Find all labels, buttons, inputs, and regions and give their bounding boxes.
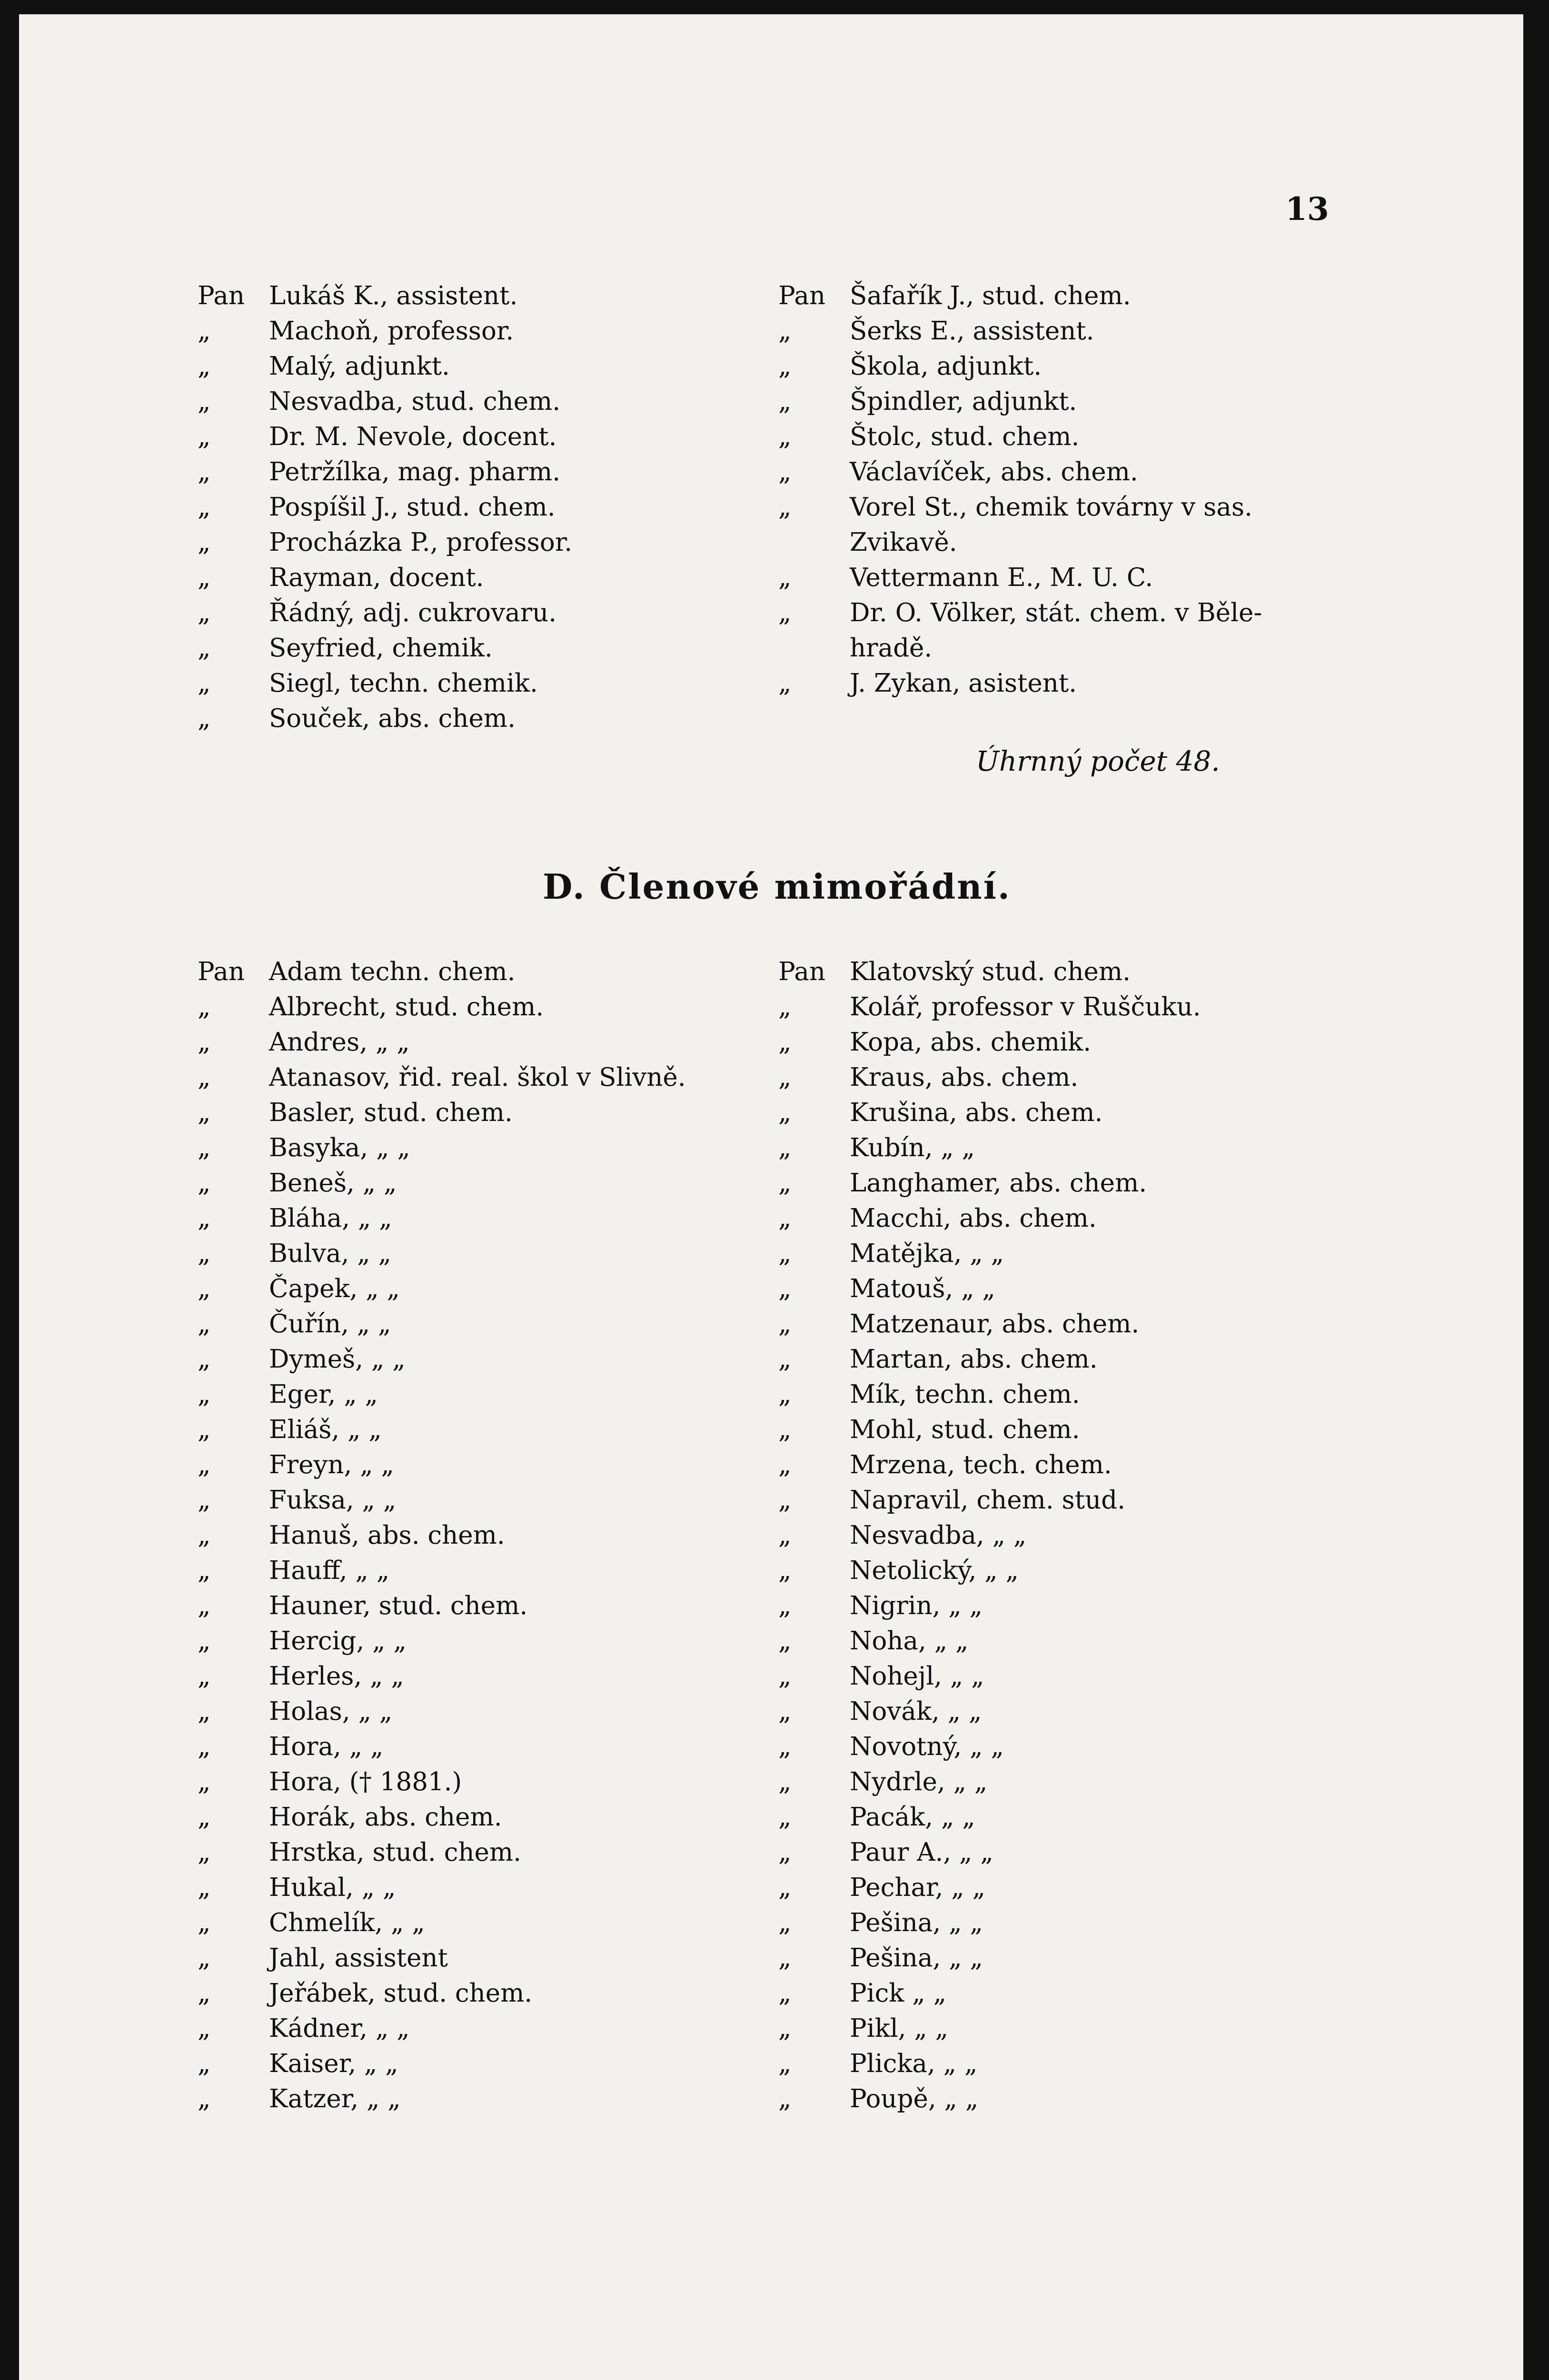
entry-name: Nydrle, „ „ bbox=[850, 1767, 988, 1796]
list-item bbox=[198, 1588, 793, 1624]
entry-prefix: „ bbox=[198, 1908, 211, 1937]
entry-prefix: „ bbox=[778, 1486, 792, 1515]
list-item bbox=[778, 1342, 1373, 1377]
entry-name: Čapek, „ „ bbox=[269, 1274, 400, 1303]
list-item bbox=[778, 1236, 1373, 1271]
list-item bbox=[778, 1765, 1373, 1800]
entry-name: Pospíšil J., stud. chem. bbox=[269, 493, 556, 522]
entry-prefix: „ bbox=[198, 669, 211, 698]
list-item bbox=[778, 954, 1373, 990]
entry-prefix: „ bbox=[778, 1979, 792, 2008]
entry-prefix: „ bbox=[198, 1450, 211, 1479]
entry-name: Pikl, „ „ bbox=[850, 2014, 949, 2043]
list-item bbox=[778, 2046, 1373, 2082]
list-item bbox=[198, 490, 745, 525]
entry-name: Hrstka, stud. chem. bbox=[269, 1838, 521, 1867]
list-item bbox=[778, 1412, 1373, 1448]
entry-prefix: „ bbox=[778, 1133, 792, 1162]
entry-prefix: „ bbox=[198, 598, 211, 627]
list-item bbox=[198, 1553, 793, 1588]
section-heading: D. Členové mimořádní. bbox=[543, 866, 1011, 907]
entry-name: J. Zykan, asistent. bbox=[850, 669, 1077, 698]
entry-name: Nesvadba, stud. chem. bbox=[269, 387, 561, 416]
entry-name: Matouš, „ „ bbox=[850, 1274, 995, 1303]
entry-name: Eger, „ „ bbox=[269, 1380, 378, 1409]
entry-name: Atanasov, řid. real. škol v Slivně. bbox=[269, 1063, 686, 1092]
entry-prefix: „ bbox=[778, 992, 792, 1021]
entry-prefix: „ bbox=[778, 1309, 792, 1339]
entry-prefix: „ bbox=[198, 457, 211, 486]
entry-name: Petržílka, mag. pharm. bbox=[269, 457, 561, 486]
entry-name: Hukal, „ „ bbox=[269, 1873, 396, 1902]
entry-name: Krušina, abs. chem. bbox=[850, 1098, 1103, 1127]
list-item bbox=[198, 1870, 793, 1905]
list-item bbox=[198, 525, 745, 560]
entry-prefix: „ bbox=[778, 563, 792, 592]
entry-name: Nohejl, „ „ bbox=[850, 1662, 984, 1691]
entry-prefix: „ bbox=[198, 1873, 211, 1902]
entry-prefix: „ bbox=[198, 1309, 211, 1339]
list-item bbox=[778, 384, 1373, 419]
entry-prefix: „ bbox=[198, 317, 211, 346]
entry-prefix: „ bbox=[198, 1979, 211, 2008]
list-item bbox=[778, 1729, 1373, 1765]
list-item bbox=[198, 990, 793, 1025]
list-item bbox=[198, 595, 745, 631]
list-item bbox=[778, 1941, 1373, 1976]
entry-name: Pick „ „ bbox=[850, 1979, 947, 2008]
list-item bbox=[198, 1236, 793, 1271]
list-item bbox=[778, 1448, 1373, 1483]
list-item bbox=[778, 1624, 1373, 1659]
entry-prefix: „ bbox=[198, 1133, 211, 1162]
entry-name: Hora, († 1881.) bbox=[269, 1767, 462, 1796]
entry-prefix: „ bbox=[198, 387, 211, 416]
entry-prefix: „ bbox=[198, 1662, 211, 1691]
list-item bbox=[778, 490, 1373, 525]
entry-name: Adam techn. chem. bbox=[269, 957, 516, 986]
entry-name: Pešina, „ „ bbox=[850, 1944, 983, 1973]
entry-name: Malý, adjunkt. bbox=[269, 352, 450, 381]
entry-name: Beneš, „ „ bbox=[269, 1169, 397, 1198]
entry-name: Macchi, abs. chem. bbox=[850, 1204, 1097, 1233]
entry-continuation: hradě. bbox=[850, 634, 933, 663]
entry-name: Eliáš, „ „ bbox=[269, 1415, 382, 1444]
entry-prefix: „ bbox=[778, 493, 792, 522]
list-item bbox=[198, 1095, 793, 1130]
entry-prefix: „ bbox=[778, 1908, 792, 1937]
entry-prefix: „ bbox=[778, 1028, 792, 1057]
entry-name: Andres, „ „ bbox=[269, 1028, 410, 1057]
entry-prefix: Pan bbox=[778, 957, 826, 986]
entry-name: Kraus, abs. chem. bbox=[850, 1063, 1079, 1092]
entry-prefix: „ bbox=[778, 1803, 792, 1832]
entry-prefix: „ bbox=[198, 352, 211, 381]
list-item bbox=[198, 1729, 793, 1765]
entry-prefix: „ bbox=[198, 528, 211, 557]
entry-name: Hauff, „ „ bbox=[269, 1556, 390, 1585]
entry-name: Hauner, stud. chem. bbox=[269, 1591, 528, 1620]
entry-name: Rayman, docent. bbox=[269, 563, 484, 592]
entry-prefix: „ bbox=[778, 317, 792, 346]
list-item bbox=[778, 1694, 1373, 1729]
list-item bbox=[778, 2082, 1373, 2117]
entry-prefix: „ bbox=[198, 634, 211, 663]
document-page bbox=[19, 14, 1523, 2380]
entry-prefix: „ bbox=[198, 1415, 211, 1444]
entry-prefix: „ bbox=[198, 1697, 211, 1726]
entry-prefix: „ bbox=[198, 1028, 211, 1057]
entry-name: Kaiser, „ „ bbox=[269, 2049, 398, 2078]
list-item bbox=[198, 349, 745, 384]
entry-prefix: „ bbox=[778, 1591, 792, 1620]
entry-name: Pechar, „ „ bbox=[850, 1873, 986, 1902]
list-item bbox=[778, 1976, 1373, 2011]
page-number: 13 bbox=[1285, 190, 1329, 228]
list-item bbox=[198, 954, 793, 990]
list-item bbox=[778, 278, 1373, 314]
list-item bbox=[198, 278, 745, 314]
section-c-left-column bbox=[198, 278, 745, 736]
entry-name: Bláha, „ „ bbox=[269, 1204, 392, 1233]
entry-prefix: „ bbox=[778, 1697, 792, 1726]
entry-prefix: „ bbox=[198, 493, 211, 522]
list-item-continuation bbox=[778, 631, 1373, 666]
list-item bbox=[778, 419, 1373, 455]
list-item bbox=[198, 1025, 793, 1060]
list-item bbox=[778, 1483, 1373, 1518]
entry-name: Machoň, professor. bbox=[269, 317, 514, 346]
entry-prefix: „ bbox=[198, 992, 211, 1021]
entry-prefix: Pan bbox=[198, 281, 245, 310]
list-item bbox=[198, 1448, 793, 1483]
entry-prefix: „ bbox=[198, 1345, 211, 1374]
entry-prefix: „ bbox=[778, 1345, 792, 1374]
entry-prefix: „ bbox=[198, 2014, 211, 2043]
entry-prefix: „ bbox=[778, 387, 792, 416]
entry-prefix: „ bbox=[198, 1626, 211, 1656]
list-item bbox=[778, 1800, 1373, 1835]
entry-prefix: „ bbox=[778, 1944, 792, 1973]
list-item bbox=[198, 2082, 793, 2117]
entry-prefix: „ bbox=[778, 352, 792, 381]
list-item bbox=[198, 1377, 793, 1412]
entry-name: Jeřábek, stud. chem. bbox=[269, 1979, 533, 2008]
entry-prefix: Pan bbox=[778, 281, 826, 310]
list-item bbox=[778, 1201, 1373, 1236]
list-item bbox=[778, 666, 1373, 701]
entry-name: Hercig, „ „ bbox=[269, 1626, 407, 1656]
entry-prefix: Pan bbox=[198, 957, 245, 986]
entry-name: Martan, abs. chem. bbox=[850, 1345, 1098, 1374]
entry-name: Herles, „ „ bbox=[269, 1662, 404, 1691]
entry-prefix: „ bbox=[198, 2084, 211, 2113]
entry-name: Škola, adjunkt. bbox=[850, 352, 1042, 381]
list-item-continuation bbox=[778, 525, 1373, 560]
entry-prefix: „ bbox=[198, 1767, 211, 1796]
entry-name: Netolický, „ „ bbox=[850, 1556, 1019, 1585]
entry-prefix: „ bbox=[198, 563, 211, 592]
entry-prefix: „ bbox=[778, 1274, 792, 1303]
entry-name: Langhamer, abs. chem. bbox=[850, 1169, 1147, 1198]
entry-prefix: „ bbox=[198, 1838, 211, 1867]
list-item bbox=[778, 2011, 1373, 2046]
entry-prefix: „ bbox=[778, 1556, 792, 1585]
list-item bbox=[198, 1976, 793, 2011]
entry-prefix: „ bbox=[778, 2014, 792, 2043]
list-item bbox=[778, 1307, 1373, 1342]
entry-prefix: „ bbox=[778, 2084, 792, 2113]
entry-name: Řádný, adj. cukrovaru. bbox=[269, 598, 557, 627]
entry-prefix: „ bbox=[198, 1098, 211, 1127]
list-item bbox=[778, 595, 1373, 631]
list-item bbox=[778, 1659, 1373, 1694]
list-item bbox=[198, 1166, 793, 1201]
list-item bbox=[778, 1905, 1373, 1941]
list-item bbox=[198, 419, 745, 455]
entry-name: Souček, abs. chem. bbox=[269, 704, 516, 733]
list-item bbox=[778, 455, 1373, 490]
list-item bbox=[198, 560, 745, 595]
list-item bbox=[778, 1870, 1373, 1905]
entry-prefix: „ bbox=[778, 1098, 792, 1127]
entry-name: Paur A., „ „ bbox=[850, 1838, 993, 1867]
total-count: Úhrnný počet 48. bbox=[976, 745, 1220, 777]
section-d-right-column bbox=[778, 954, 1373, 2117]
list-item bbox=[778, 349, 1373, 384]
entry-prefix: „ bbox=[778, 1415, 792, 1444]
list-item bbox=[778, 1835, 1373, 1870]
list-item bbox=[198, 1271, 793, 1307]
entry-name: Mohl, stud. chem. bbox=[850, 1415, 1080, 1444]
entry-prefix: „ bbox=[198, 1556, 211, 1585]
entry-prefix: „ bbox=[778, 1204, 792, 1233]
entry-name: Nigrin, „ „ bbox=[850, 1591, 983, 1620]
list-item bbox=[778, 314, 1373, 349]
entry-name: Kopa, abs. chemik. bbox=[850, 1028, 1092, 1057]
entry-prefix: „ bbox=[778, 422, 792, 451]
entry-name: Novák, „ „ bbox=[850, 1697, 982, 1726]
list-item bbox=[778, 1271, 1373, 1307]
list-item bbox=[778, 1130, 1373, 1166]
entry-name: Seyfried, chemik. bbox=[269, 634, 493, 663]
entry-prefix: „ bbox=[198, 1063, 211, 1092]
list-item bbox=[198, 1659, 793, 1694]
entry-prefix: „ bbox=[778, 1239, 792, 1268]
entry-name: Kubín, „ „ bbox=[850, 1133, 975, 1162]
entry-prefix: „ bbox=[778, 1873, 792, 1902]
entry-name: Basyka, „ „ bbox=[269, 1133, 410, 1162]
entry-name: Holas, „ „ bbox=[269, 1697, 393, 1726]
entry-prefix: „ bbox=[778, 1732, 792, 1761]
list-item bbox=[198, 1307, 793, 1342]
list-item bbox=[778, 990, 1373, 1025]
list-item bbox=[778, 1377, 1373, 1412]
entry-prefix: „ bbox=[778, 1521, 792, 1550]
list-item bbox=[778, 1060, 1373, 1095]
entry-name: Albrecht, stud. chem. bbox=[269, 992, 544, 1021]
entry-name: Pacák, „ „ bbox=[850, 1803, 975, 1832]
entry-continuation: Zvikavě. bbox=[850, 528, 957, 557]
entry-prefix: „ bbox=[198, 1803, 211, 1832]
list-item bbox=[778, 1553, 1373, 1588]
entry-name: Plicka, „ „ bbox=[850, 2049, 978, 2078]
entry-prefix: „ bbox=[198, 1732, 211, 1761]
entry-name: Matzenaur, abs. chem. bbox=[850, 1309, 1140, 1339]
list-item bbox=[198, 1941, 793, 1976]
list-item bbox=[778, 560, 1373, 595]
entry-name: Dymeš, „ „ bbox=[269, 1345, 406, 1374]
list-item bbox=[198, 1201, 793, 1236]
entry-prefix: „ bbox=[778, 1450, 792, 1479]
entry-name: Noha, „ „ bbox=[850, 1626, 969, 1656]
entry-name: Hanuš, abs. chem. bbox=[269, 1521, 505, 1550]
entry-name: Dr. O. Völker, stát. chem. v Běle- bbox=[850, 598, 1262, 627]
entry-prefix: „ bbox=[198, 1204, 211, 1233]
entry-prefix: „ bbox=[198, 1239, 211, 1268]
entry-prefix: „ bbox=[778, 1838, 792, 1867]
list-item bbox=[778, 1166, 1373, 1201]
entry-name: Lukáš K., assistent. bbox=[269, 281, 518, 310]
entry-name: Čuřín, „ „ bbox=[269, 1309, 391, 1339]
entry-prefix: „ bbox=[778, 2049, 792, 2078]
list-item bbox=[778, 1025, 1373, 1060]
entry-name: Dr. M. Nevole, docent. bbox=[269, 422, 557, 451]
list-item bbox=[778, 1095, 1373, 1130]
entry-prefix: „ bbox=[778, 1169, 792, 1198]
entry-name: Chmelík, „ „ bbox=[269, 1908, 425, 1937]
entry-prefix: „ bbox=[778, 598, 792, 627]
entry-prefix: „ bbox=[198, 1274, 211, 1303]
list-item bbox=[198, 1800, 793, 1835]
list-item bbox=[198, 2011, 793, 2046]
list-item bbox=[198, 1905, 793, 1941]
entry-prefix: „ bbox=[778, 1063, 792, 1092]
list-item bbox=[198, 1130, 793, 1166]
entry-name: Procházka P., professor. bbox=[269, 528, 573, 557]
section-d-left-column bbox=[198, 954, 793, 2117]
entry-name: Nesvadba, „ „ bbox=[850, 1521, 1027, 1550]
entry-prefix: „ bbox=[198, 1591, 211, 1620]
entry-name: Štolc, stud. chem. bbox=[850, 422, 1080, 451]
entry-prefix: „ bbox=[198, 1944, 211, 1973]
entry-name: Pešina, „ „ bbox=[850, 1908, 983, 1937]
entry-prefix: „ bbox=[778, 1662, 792, 1691]
entry-name: Freyn, „ „ bbox=[269, 1450, 395, 1479]
entry-name: Napravil, chem. stud. bbox=[850, 1486, 1125, 1515]
entry-prefix: „ bbox=[778, 669, 792, 698]
entry-prefix: „ bbox=[778, 1767, 792, 1796]
list-item bbox=[198, 2046, 793, 2082]
list-item bbox=[198, 1835, 793, 1870]
section-c-right-column bbox=[778, 278, 1373, 701]
list-item bbox=[778, 1588, 1373, 1624]
entry-name: Poupě, „ „ bbox=[850, 2084, 979, 2113]
list-item bbox=[198, 1518, 793, 1553]
entry-name: Vettermann E., M. U. C. bbox=[850, 563, 1153, 592]
list-item bbox=[198, 1765, 793, 1800]
entry-name: Novotný, „ „ bbox=[850, 1732, 1004, 1761]
entry-prefix: „ bbox=[198, 704, 211, 733]
entry-name: Bulva, „ „ bbox=[269, 1239, 392, 1268]
entry-name: Matějka, „ „ bbox=[850, 1239, 1004, 1268]
list-item bbox=[198, 701, 745, 736]
entry-name: Šafařík J., stud. chem. bbox=[850, 281, 1131, 310]
list-item bbox=[198, 314, 745, 349]
list-item bbox=[198, 631, 745, 666]
list-item bbox=[198, 1694, 793, 1729]
list-item bbox=[198, 1412, 793, 1448]
entry-name: Hora, „ „ bbox=[269, 1732, 384, 1761]
entry-prefix: „ bbox=[198, 422, 211, 451]
entry-name: Vorel St., chemik továrny v sas. bbox=[850, 493, 1252, 522]
entry-prefix: „ bbox=[198, 1486, 211, 1515]
list-item bbox=[198, 666, 745, 701]
entry-name: Šerks E., assistent. bbox=[850, 317, 1094, 346]
entry-name: Kolář, professor v Ruščuku. bbox=[850, 992, 1201, 1021]
entry-prefix: „ bbox=[778, 1626, 792, 1656]
list-item bbox=[198, 1483, 793, 1518]
list-item bbox=[778, 1518, 1373, 1553]
list-item bbox=[198, 1060, 793, 1095]
entry-name: Václavíček, abs. chem. bbox=[850, 457, 1138, 486]
entry-prefix: „ bbox=[778, 1380, 792, 1409]
entry-prefix: „ bbox=[778, 457, 792, 486]
list-item bbox=[198, 384, 745, 419]
entry-name: Katzer, „ „ bbox=[269, 2084, 401, 2113]
entry-name: Jahl, assistent bbox=[269, 1944, 448, 1973]
list-item bbox=[198, 455, 745, 490]
entry-name: Fuksa, „ „ bbox=[269, 1486, 397, 1515]
entry-prefix: „ bbox=[198, 2049, 211, 2078]
entry-name: Špindler, adjunkt. bbox=[850, 387, 1077, 416]
entry-prefix: „ bbox=[198, 1521, 211, 1550]
entry-name: Klatovský stud. chem. bbox=[850, 957, 1131, 986]
list-item bbox=[198, 1342, 793, 1377]
entry-name: Basler, stud. chem. bbox=[269, 1098, 513, 1127]
entry-name: Kádner, „ „ bbox=[269, 2014, 410, 2043]
list-item bbox=[198, 1624, 793, 1659]
entry-name: Siegl, techn. chemik. bbox=[269, 669, 538, 698]
entry-name: Mík, techn. chem. bbox=[850, 1380, 1080, 1409]
entry-prefix: „ bbox=[198, 1380, 211, 1409]
entry-prefix: „ bbox=[198, 1169, 211, 1198]
entry-name: Mrzena, tech. chem. bbox=[850, 1450, 1112, 1479]
entry-name: Horák, abs. chem. bbox=[269, 1803, 502, 1832]
